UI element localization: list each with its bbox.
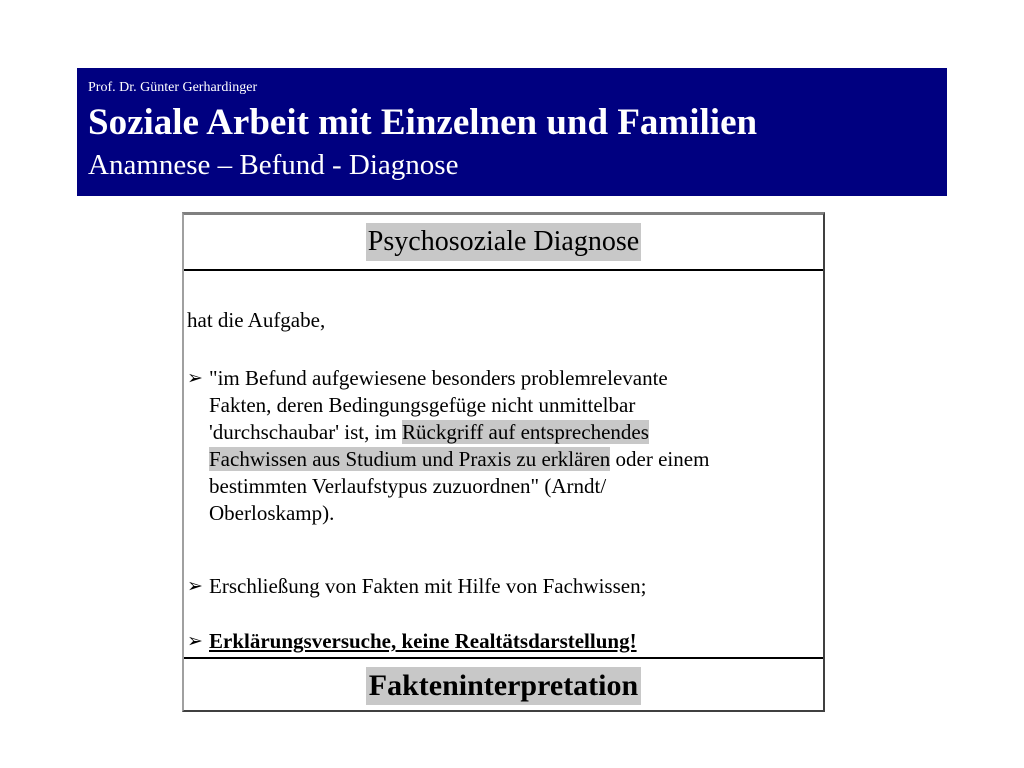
arrow-bullet-icon: ➢	[187, 630, 203, 652]
arrow-bullet-icon: ➢	[187, 367, 203, 389]
box-title: Psychosoziale Diagnose	[366, 223, 641, 261]
bullet-line: "im Befund aufgewiesene besonders problemrelevante	[209, 366, 668, 390]
box-header-row	[184, 215, 823, 271]
box-footer: Fakteninterpretation	[366, 667, 641, 705]
slide-header	[77, 68, 947, 196]
bullet-line	[209, 446, 709, 473]
box-footer-row	[184, 657, 823, 713]
box-body-row	[184, 271, 823, 657]
bullet-line-part: 'durchschaubar' ist, im	[209, 420, 403, 444]
bullet-line: Fakten, deren Bedingungsgefüge nicht unmittelbar	[209, 393, 636, 417]
content-box	[182, 212, 825, 712]
slide-title: Soziale Arbeit mit Einzelnen und Familien	[88, 102, 758, 143]
arrow-bullet-icon: ➢	[187, 575, 203, 597]
intro-text: hat die Aufgabe,	[187, 308, 326, 332]
bullet-text	[209, 365, 709, 527]
author-name: Prof. Dr. Günter Gerhardinger	[88, 80, 258, 95]
bullet-text: Erklärungsversuche, keine Realtätsdarstellung!	[209, 629, 637, 653]
bullet-line: Oberloskamp).	[209, 501, 335, 525]
highlighted-text: Fachwissen aus Studium und Praxis zu erklären	[209, 447, 611, 471]
slide-subtitle: Anamnese – Befund - Diagnose	[88, 149, 459, 181]
bullet-line: bestimmten Verlaufstypus zuzuordnen" (Arndt/	[209, 474, 607, 498]
bullet-text: Erschließung von Fakten mit Hilfe von Fachwissen;	[209, 574, 647, 598]
highlighted-text: Rückgriff auf entsprechendes	[402, 420, 649, 444]
bullet-line	[209, 419, 709, 446]
bullet-line-part: oder einem	[610, 447, 710, 471]
